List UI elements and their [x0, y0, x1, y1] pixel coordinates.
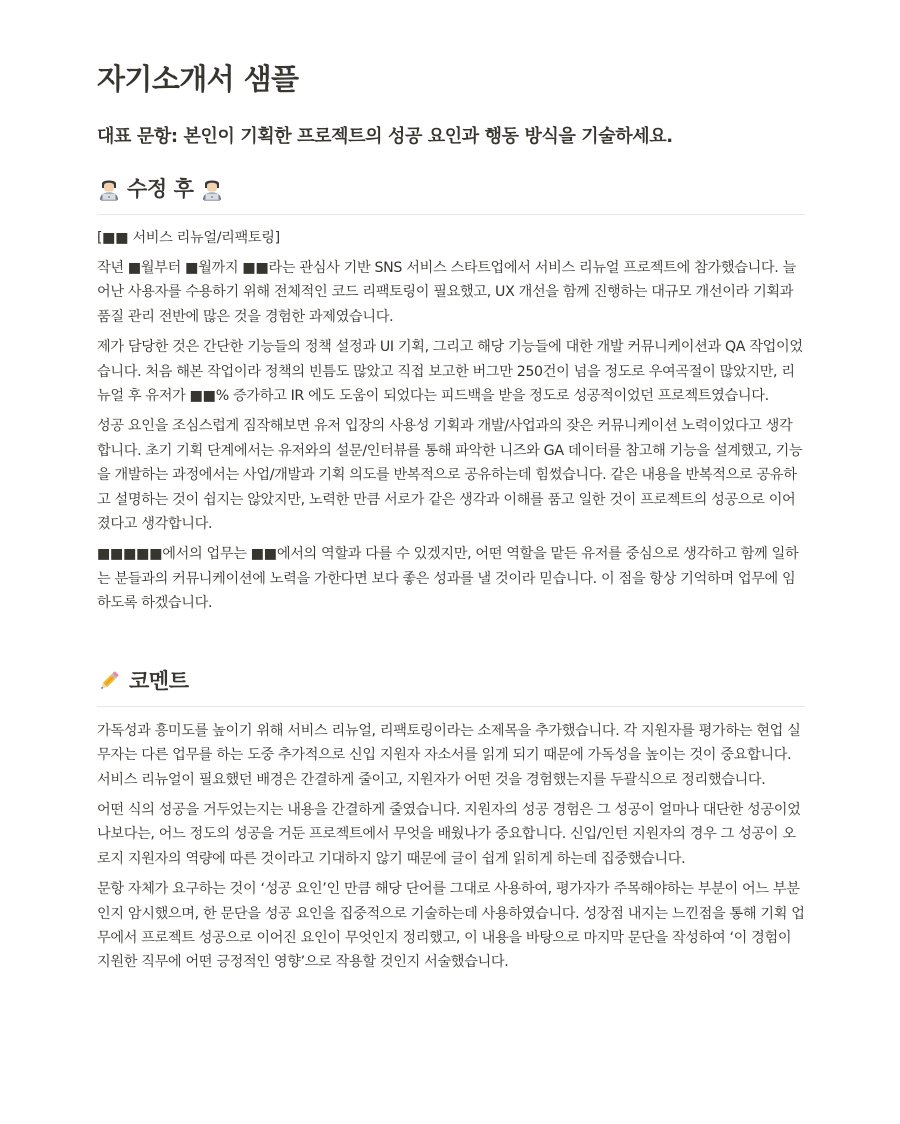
pencil-icon — [97, 669, 121, 693]
comment-body — [97, 719, 805, 975]
project-subtitle: [■■ 서비스 리뉴얼/리팩토링] — [97, 230, 280, 246]
revised-heading-text: 수정 후 — [127, 177, 194, 201]
page-title: 자기소개서 샘플 — [97, 62, 299, 96]
revised-paragraph: ■■■■■에서의 업무는 ■■에서의 역할과 다를 수 있겠지만, 어떤 역할을 맡든 유저를 중심으로 생각하고 함께 일하는 분들과의 커뮤니케이션에 노력을 가한다면 보다 좋은 성과를 낼 것이라 믿습니다. 이 점을 항상 기억하며 업무에 임하도록 하겠습니다. — [97, 546, 799, 612]
revised-paragraph: 성공 요인을 조심스럽게 짐작해보면 유저 입장의 사용성 기획과 개발/사업과의 잦은 커뮤니케이션 노력이었다고 생각합니다. 초기 기획 단계에서는 유저와의 설문/인터뷰를 통해 파악한 니즈와 GA 데이터를 참고해 기능을 설계했고, 기능을 개발하는 과정에서는 사업/개발과 기획 의도를 반복적으로 공유하는데 힘썼습니다. 같은 내용을 반복적으로 공유하고 설명하는 것이 쉽지는 않았지만, 노력한 만큼 서로가 같은 생각과 이해를 품고 일한 것이 프로젝트의 성공으로 이어졌다고 생각합니다. — [97, 418, 803, 533]
technologist-icon — [97, 177, 121, 201]
question-heading: 대표 문항: 본인이 기획한 프로젝트의 성공 요인과 행동 방식을 기술하세요. — [97, 126, 673, 147]
document-page — [97, 0, 805, 975]
comment-paragraph: 어떤 식의 성공을 거두었는지는 내용을 간결하게 줄였습니다. 지원자의 성공 경험은 그 성공이 얼마나 대단한 성공이었나보다는, 어느 정도의 성공을 거둔 프로젝트에서 무엇을 배웠나가 중요합니다. 신입/인턴 지원자의 경우 그 성공이 오로지 지원자의 역량에 따른 것이라고 기대하지 않기 때문에 글이 쉽게 읽히게 하는데 집중했습니다. — [97, 801, 801, 867]
comment-heading-text: 코멘트 — [129, 668, 189, 693]
revised-paragraph: 제가 담당한 것은 간단한 기능들의 정책 설정과 UI 기획, 그리고 해당 기능들에 대한 개발 커뮤니케이션과 QA 작업이었습니다. 처음 해본 작업이라 정책의 빈틈도 많았고 직접 보고한 버그만 250건이 넘을 정도로 우여곡절이 많았지만, 리뉴얼 후 유저가 ■■% 증가하고 IR 에도 도움이 되었다는 피드백을 받을 정도로 성공적이었던 프로젝트였습니다. — [97, 339, 803, 405]
comment-paragraph: 가독성과 흥미도를 높이기 위해 서비스 리뉴얼, 리팩토링이라는 소제목을 추가했습니다. 각 지원자를 평가하는 현업 실무자는 다른 업무를 하는 도중 추가적으로 신입 지원자 자소서를 읽게 되기 때문에 가독성을 높이는 것이 중요합니다. 서비스 리뉴얼이 필요했던 배경은 간결하게 줄이고, 지원자가 어떤 것을 경험했는지를 두괄식으로 정리했습니다. — [97, 722, 801, 788]
comment-section-heading — [97, 666, 805, 707]
revised-section-heading — [97, 174, 805, 215]
technologist-icon — [200, 177, 224, 201]
comment-paragraph: 문항 자체가 요구하는 것이 ‘성공 요인’인 만큼 해당 단어를 그대로 사용하여, 평가자가 주목해야하는 부분이 어느 부분인지 암시했으며, 한 문단을 성공 요인을 집중적으로 기술하는데 사용하였습니다. 성장점 내지는 느낀점을 통해 기획 업무에서 프로젝트 성공으로 이어진 요인이 무엇인지 정리했고, 이 내용을 바탕으로 마지막 문단을 작성하여 ‘이 경험이 지원한 직무에 어떤 긍정적인 영향’으로 작용할 것인지 서술했습니다. — [97, 881, 805, 971]
revised-paragraph: 작년 ■월부터 ■월까지 ■■라는 관심사 기반 SNS 서비스 스타트업에서 서비스 리뉴얼 프로젝트에 참가했습니다. 늘어난 사용자를 수용하기 위해 전체적인 코드 리팩토링이 필요했고, UX 개선을 함께 진행하는 대규모 개선이라 기획과 품질 관리 전반에 많은 것을 경험한 과제였습니다. — [97, 260, 796, 325]
